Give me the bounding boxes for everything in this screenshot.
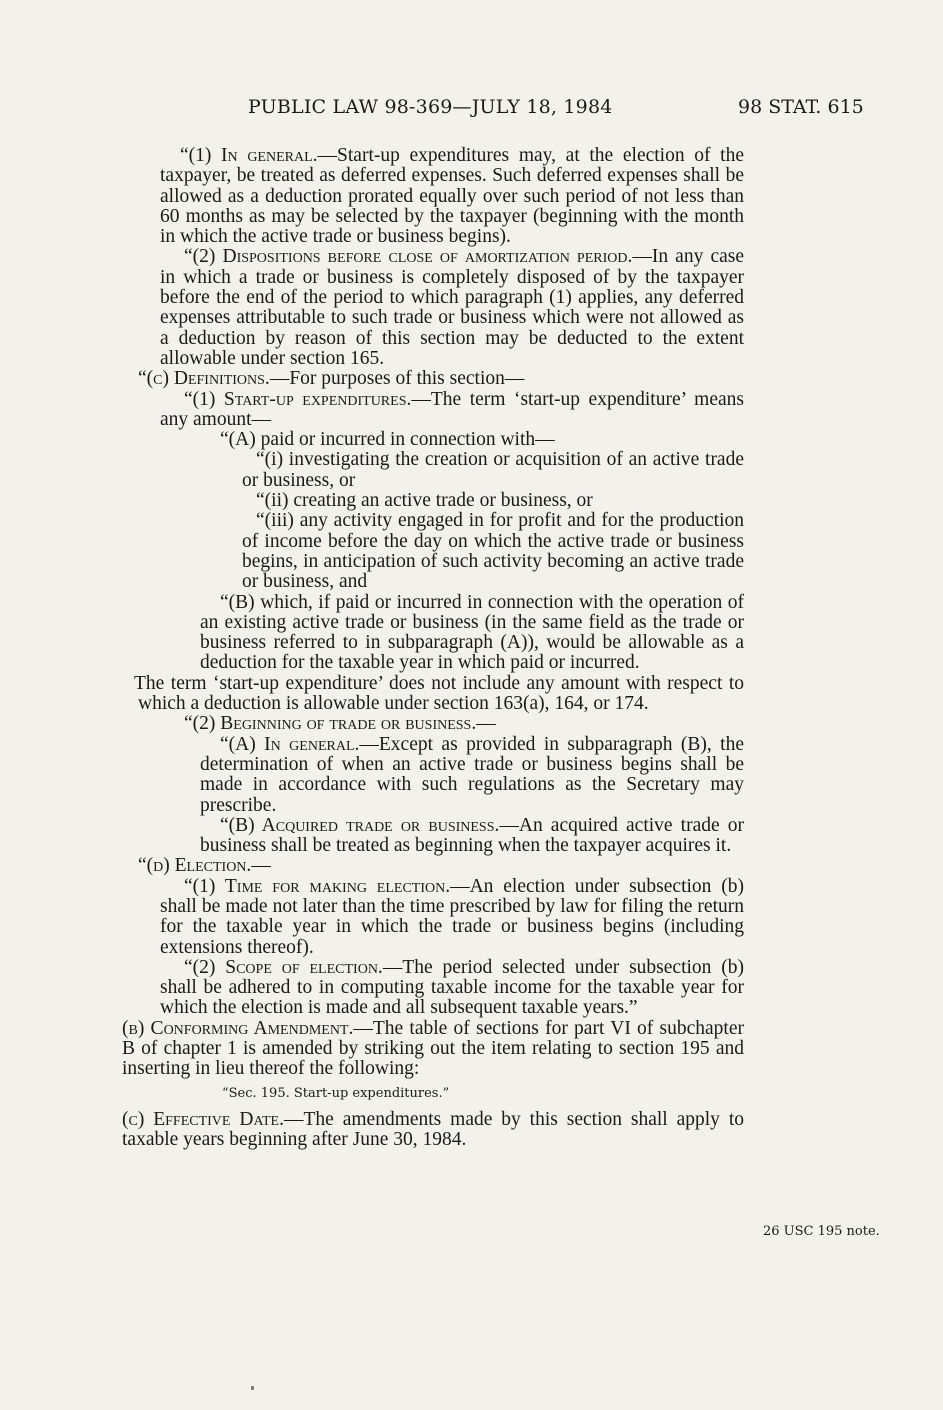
subparagraph-a: “(A) paid or incurred in connection with— — [220, 429, 555, 451]
section-heading: (b) Conforming Amendment. — [122, 1017, 354, 1039]
paragraph-text: —The period selected under subsection (b) shall be adhered to in computing taxable income for the taxable year for which the election is made and all subsequent taxable years.” — [160, 956, 744, 1019]
clause-iii: “(iii) any activity engaged in for profit and for the production of income before the day on which the active trade or business begins, in anticipation of such activity becoming an active trade or business, and — [242, 510, 744, 593]
closing-sentence: The term ‘start-up expenditure’ does not include any amount with respect to which a deduction is allowable under section 163(a), 164, or 174. — [134, 672, 744, 715]
print-speck — [251, 1386, 254, 1390]
subparagraph-heading: “(B) Acquired trade or business. — [220, 814, 500, 836]
subparagraph-c2b — [200, 816, 744, 857]
subsection-d — [122, 856, 744, 876]
header-title: PUBLIC LAW 98-369—JULY 18, 1984 — [248, 96, 613, 118]
paragraph-c2 — [160, 714, 744, 734]
paragraph-text: —In any case in which a trade or business is completely disposed of by the taxpayer before the end of the period to which paragraph (1) applies, any deferred expenses attributable to such trade or business which were not allowed as a deduction by reason of this section may be deducted to the extent allowable under section 165. — [160, 246, 744, 369]
paragraph-d1 — [160, 877, 744, 958]
paragraph-heading: “(1) Start-up expenditures. — [184, 388, 412, 410]
paragraph-text: —Start-up expenditures may, at the election of the taxpayer, be treated as deferred expenses. Such deferred expenses shall be allowed as a deduction prorated equally over such period of not less than 60 months as may be selected by the taxpayer (beginning with the month in which the active trade or business begins). — [160, 145, 744, 248]
margin-note: 26 USC 195 note. — [763, 1224, 880, 1239]
section-b — [122, 1019, 744, 1080]
paragraph-heading: “(1) In general. — [180, 145, 318, 166]
section-c-effective-date — [122, 1110, 744, 1151]
paragraph-1 — [160, 146, 744, 247]
statute-body — [122, 146, 744, 1151]
subsection-text: —For purposes of this section— — [269, 368, 525, 390]
clause-ii: “(ii) creating an active trade or business, or — [256, 490, 593, 512]
paragraph-heading: “(2) Scope of election. — [184, 956, 383, 978]
table-entry: “Sec. 195. Start-up expenditures.” — [222, 1085, 450, 1101]
paragraph-heading: “(2) Dispositions before close of amortization period. — [184, 246, 633, 268]
clause-i: “(i) investigating the creation or acquisition of an active trade or business, or — [242, 449, 744, 491]
paragraph-text: —The term ‘start-up expenditure’ means any amount— — [160, 388, 744, 430]
subparagraph-text: —Except as provided in subparagraph (B), the determination of when an active trade or business begins shall be made in accordance with such regulations as the Secretary may prescribe. — [200, 733, 744, 816]
paragraph-d2 — [160, 958, 744, 1019]
paragraph-text: — — [476, 713, 496, 735]
subsection-heading: “(d) Election. — [138, 855, 252, 877]
paragraph-c1 — [160, 390, 744, 431]
subsection-heading: “(c) Definitions. — [138, 368, 270, 390]
subparagraph-c2a — [200, 735, 744, 816]
subparagraph-heading: “(A) In general. — [220, 733, 360, 755]
subsection-text: — — [251, 855, 271, 877]
subsection-c — [122, 369, 744, 389]
section-heading: (c) Effective Date. — [122, 1108, 284, 1130]
subparagraph-text: —An acquired active trade or business shall be treated as beginning when the taxpayer acquires it. — [200, 814, 744, 857]
paragraph-heading: “(2) Beginning of trade or business. — [184, 713, 477, 735]
section-text: —The amendments made by this section shall apply to taxable years beginning after June 30, 1984. — [122, 1108, 744, 1151]
statute-citation: 98 STAT. 615 — [738, 96, 864, 118]
page-header — [0, 96, 943, 122]
paragraph-text: —An election under subsection (b) shall be made not later than the time prescribed by law for filing the return for the taxable year in which the trade or business begins (including extensions thereof). — [160, 875, 744, 958]
section-text: —The table of sections for part VI of subchapter B of chapter 1 is amended by striking out the item relating to section 195 and inserting in lieu thereof the following: — [122, 1017, 744, 1080]
paragraph-heading: “(1) Time for making election. — [184, 875, 451, 897]
paragraph-2 — [160, 247, 744, 369]
subparagraph-b: “(B) which, if paid or incurred in connection with the operation of an existing active trade or business (in the same field as the trade or business referred to in subparagraph (A)), would be allowable as a deduction for the taxable year in which paid or incurred. — [200, 591, 744, 674]
